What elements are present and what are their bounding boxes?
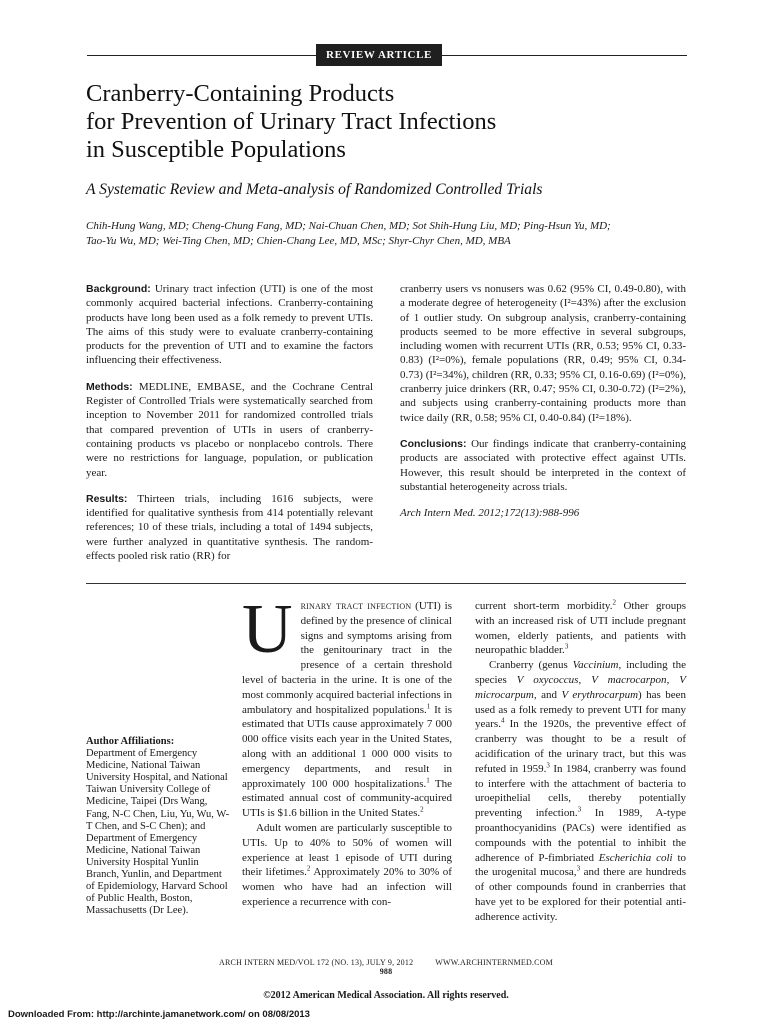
affiliations-heading: Author Affiliations: xyxy=(86,736,175,747)
drop-cap: U xyxy=(242,591,293,668)
species-name: Escherichia coli xyxy=(598,851,673,864)
reference-mark: 1 xyxy=(426,775,430,784)
page-footer xyxy=(86,958,686,976)
body-text: ) has been used as a folk remedy to prevent UTI for many years. xyxy=(475,688,687,731)
reference-mark: 2 xyxy=(420,805,424,814)
body-text: to the urogenital mucosa, xyxy=(475,851,686,879)
species-name: V oxycoccus xyxy=(516,673,579,686)
title-line: in Susceptible Populations xyxy=(86,136,346,163)
abstract-text: MEDLINE, EMBASE, and the Cochrane Central Register of Controlled Trials were systematically searched from inception to November 2011 for randomized controlled trials that compared prevention of UTIs in users of cranberry-containing products vs placebo or nonplacebo controls. There were no restrictions for language, population, or publication year. xyxy=(86,380,374,479)
body-text: Other groups with an increased risk of UTI include pregnant women, elderly patients, and patients with neuropathic bladder. xyxy=(475,600,686,657)
abstract-left-column xyxy=(86,282,373,575)
abstract-text: Our findings indicate that cranberry-containing products are associated with protective effect against UTIs. However, this result should be interpreted in the context of substantial heterogeneity across trials. xyxy=(400,437,686,493)
abstract-results xyxy=(86,492,373,563)
abstract-label: Results: xyxy=(86,492,128,505)
copyright-notice: ©2012 American Medical Association. All rights reserved. xyxy=(263,990,509,1001)
body-text: Adult women are particularly susceptible to UTIs. Up to 40% to 50% of women will experience at least 1 episode of UTI during their lifetimes. xyxy=(242,821,452,879)
reference-mark: 3 xyxy=(564,642,569,651)
page-number: 988 xyxy=(379,967,393,976)
body-paragraph xyxy=(242,821,452,910)
reference-mark: 2 xyxy=(306,864,311,873)
reference-mark: 4 xyxy=(500,716,505,725)
abstract-conclusions xyxy=(400,437,686,494)
reference-mark: 3 xyxy=(577,805,582,814)
abstract-label: Background: xyxy=(86,283,151,295)
title-line: for Prevention of Urinary Tract Infections xyxy=(86,108,497,135)
abstract-background xyxy=(86,282,373,368)
author-list xyxy=(86,219,686,249)
body-text: It is estimated that UTIs cause approximately 7 000 000 office visits each year in the United States, along with an additional 1 000 000 visits to emergency departments, and result in approximately 100 000 hospitalizations. xyxy=(242,703,452,790)
journal-info: ARCH INTERN MED/VOL 172 (NO. 13), JULY 9, 2012 xyxy=(219,958,414,967)
title-line: Cranberry-Containing Products xyxy=(86,80,395,107)
author-affiliations xyxy=(86,736,231,917)
genus-name: Vaccinium xyxy=(572,659,619,672)
abstract-label: Conclusions: xyxy=(400,437,467,450)
species-name: V erythrocarpum xyxy=(561,688,639,701)
body-text: (UTI) is defined by the presence of clinical signs and symptoms arising from the genitourinary tract in the presence of a certain threshold level of bacteria in the urine. It is one of the most commonly acquired bacterial infections in ambulatory and hospitalized populations. xyxy=(242,600,452,716)
body-text: In 1989, A-type proanthocyanidins (PACs) were identified as compounds with the potential to inhibit the adherence of P-fimbriated xyxy=(475,807,686,864)
abstract-text: Urinary tract infection (UTI) is one of the most commonly acquired bacterial infections. Cranberry-containing products have long been used as a folk remedy to prevent UTIs. The aims of this study were to evaluate cranberry-containing products for the prevention of UTI and to examine the factors influencing their effectiveness. xyxy=(86,283,373,367)
abstract-label: Methods: xyxy=(86,380,133,393)
abstract-right-column xyxy=(400,282,686,532)
lead-in-smallcaps: rinary tract infection xyxy=(300,600,412,612)
species-name: V microcarpum xyxy=(475,673,687,701)
abstract-methods xyxy=(86,380,373,480)
section-tag: REVIEW ARTICLE xyxy=(316,44,442,66)
body-text: and there are hundreds of other compounds found in cranberries that have yet to be explored for their potential anti-adherence activity. xyxy=(475,866,687,923)
reference-mark: 1 xyxy=(426,701,431,710)
abstract-results-continued: cranberry users vs nonusers was 0.62 (95% CI, 0.49-0.80), with a moderate degree of heterogeneity (I²=43%) after the exclusion of 1 outlier study. On subgroup analysis, cranberry-containing products seemed to be more effective in several subgroups, including women with recurrent UTIs (RR, 0.53; 95% CI, 0.33-0.83) (I²=0%), female populations (RR, 0.49; 95% CI, 0.34-0.73) (I²=34%), children (RR, 0.33; 95% CI, 0.16-0.69) (I²=0%), cranberry juice drinkers (RR, 0.47; 95% CI, 0.30-0.72) (I²=2%), and subjects using cranberry-containing products more than twice daily (RR, 0.58; 95% CI, 0.40-0.84) (I²=18%). xyxy=(400,283,686,424)
body-paragraph: Cranberry (genus Vaccinium, including the species V oxycoccus, V macrocarpon, V microcarpum, and V erythrocarpum) has been used as a folk remedy to prevent UTI for many years.$^4$ In the 1920s, the preventive effect of cranberry was thought to be a result of acidification of the urinary tract, but this was refuted in 1959.$^3$ In 1984, cranberry was found to interfere with the attachment of bacteria to uroepithelial cells, thereby potentially preventing infection.$^3$ In 1989, A-type proanthocyanidins (PACs) were identified as compounds with the potential to inhibit the adherence of P-fimbriated Escherichia coli to the urogenital mucosa,$^3$ and there are hundreds of other compounds found in cranberries that have yet to be explored for their potential anti-adherence activity. xyxy=(475,659,687,923)
article-citation: Arch Intern Med. 2012;172(13):988-996 xyxy=(400,507,580,520)
body-text: Approximately 20% to 30% of women who have had an infection will experience a recurrence with con- xyxy=(242,866,452,908)
body-paragraph xyxy=(475,599,686,658)
body-text: , including the species xyxy=(475,659,686,686)
reference-mark: 3 xyxy=(546,761,550,770)
species-name: V macrocarpon xyxy=(591,673,667,686)
body-text: Cranberry (genus xyxy=(489,659,568,672)
download-notice: Downloaded From: http://archinte.jamanetwork.com/ on 08/08/2013 xyxy=(8,1009,310,1020)
body-text: In 1984, cranberry was found to interfere with the attachment of bacteria to uroepithelial cells, thereby potentially preventing infection. xyxy=(475,762,687,820)
body-text: and xyxy=(541,688,557,701)
body-paragraph xyxy=(242,591,452,821)
body-column-2 xyxy=(475,599,686,925)
body-column-1 xyxy=(242,591,452,910)
abstract-divider xyxy=(86,583,686,584)
journal-website: WWW.ARCHINTERNMED.COM xyxy=(435,958,553,967)
affiliations-text: Department of Emergency Medicine, National Taiwan University Hospital, and National Taiwan University College of Medicine, Taipei (Drs Wang, Fang, N-C Chen, Liu, Yu, Wu, W-T Chen, and S-C Chen); and Department of Emergency Medicine, National Taiwan University Hospital Yunlin Branch, Yunlin, and Department of Epidemiology, Harvard School of Public Health, Boston, Massachusetts (Dr Lee). xyxy=(86,748,230,917)
body-text: In the 1920s, the preventive effect of cranberry was thought to be a result of acidification of the urinary tract, but this was refuted in 1959. xyxy=(475,718,686,775)
abstract-text: Thirteen trials, including 1616 subjects, were identified for qualitative synthesis from 414 potentially relevant references; 10 of these trials, including a total of 1494 subjects, were further analyzed in quantitative synthesis. The random-effects pooled risk ratio (RR) for xyxy=(86,492,373,563)
reference-mark: 2 xyxy=(612,598,616,607)
author-line: Tao-Yu Wu, MD; Wei-Ting Chen, MD; Chien-Chang Lee, MD, MSc; Shyr-Chyr Chen, MD, MBA xyxy=(86,235,511,247)
article-subtitle: A Systematic Review and Meta-analysis of Randomized Controlled Trials xyxy=(86,181,543,198)
article-title xyxy=(86,80,686,164)
body-text: current short-term morbidity. xyxy=(475,600,613,612)
author-line: Chih-Hung Wang, MD; Cheng-Chung Fang, MD; Nai-Chuan Chen, MD; Sot Shih-Hung Liu, MD; Ping-Hsun Yu, MD; xyxy=(86,220,611,232)
reference-mark: 3 xyxy=(576,864,581,873)
body-text: The estimated annual cost of community-acquired UTIs is $1.6 billion in the United States. xyxy=(242,777,452,820)
